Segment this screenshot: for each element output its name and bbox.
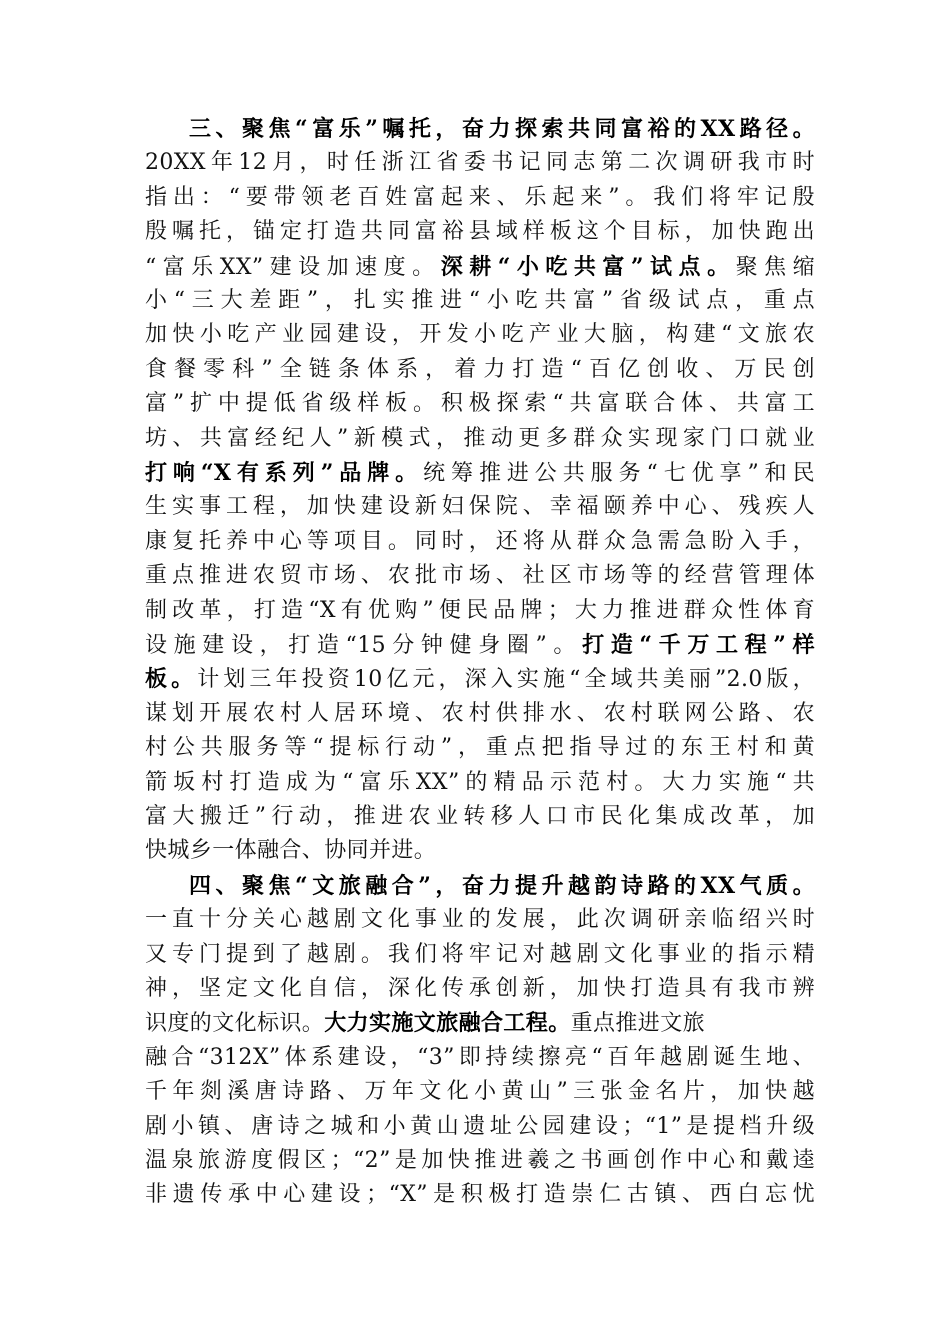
body-text: 剧小镇、唐诗之城和小黄山遗址公园建设；“1”是提档升级 — [145, 1113, 815, 1139]
paragraph-line — [145, 1075, 815, 1109]
paragraph-line — [145, 525, 815, 559]
section-heading-line — [189, 112, 815, 146]
body-text: 聚焦缩 — [735, 254, 815, 280]
body-text: 统筹推进公共服务“七优享”和民 — [423, 461, 815, 486]
paragraph-line — [145, 1144, 815, 1178]
bold-text: 打造“千万工程”样 — [582, 632, 815, 658]
paragraph-line — [145, 215, 815, 249]
paragraph-line — [145, 353, 815, 387]
paragraph-line — [145, 387, 815, 421]
body-text: 箭坂村打造成为“富乐XX”的精品示范村。大力实施“共 — [145, 769, 815, 795]
section-heading-line — [189, 869, 815, 903]
body-text: 计划三年投资10亿元，深入实施“全域共美丽”2.0版， — [197, 667, 815, 693]
body-text: 村公共服务等“提标行动”，重点把指导过的东王村和黄 — [145, 735, 815, 761]
paragraph-line — [145, 903, 815, 937]
paragraph-line — [145, 1041, 815, 1075]
body-text: 富大搬迁”行动，推进农业转移人口市民化集成改革，加 — [145, 804, 815, 829]
body-text: 识度的文化标识。 — [145, 1011, 325, 1037]
paragraph-line — [145, 456, 815, 490]
body-text: 融合“312X”体系建设，“3”即持续擦亮“百年越剧诞生地、 — [145, 1044, 815, 1070]
body-text: 非遗传承中心建设；“X”是积极打造崇仁古镇、西白忘忧 — [145, 1182, 815, 1208]
paragraph-line — [145, 181, 815, 215]
paragraph-line — [145, 697, 815, 731]
paragraph-line — [145, 559, 815, 593]
body-text: 一直十分关心越剧文化事业的发展，此次调研亲临绍兴时 — [145, 907, 815, 933]
paragraph-line — [145, 972, 815, 1006]
paragraph-line — [145, 938, 815, 972]
body-text: 重点推进文旅 — [570, 1011, 706, 1037]
body-text: 重点推进农贸市场、农批市场、社区市场等的经营管理体 — [145, 563, 815, 589]
paragraph-line — [145, 594, 815, 628]
body-text: 加快小吃产业园建设，开发小吃产业大脑，构建“文旅农 — [145, 322, 815, 348]
paragraph-line — [145, 834, 815, 868]
body-text: 康复托养中心等项目。同时，还将从群众急需急盼入手， — [145, 528, 815, 554]
body-text: 千年剡溪唐诗路、万年文化小黄山”三张金名片，加快越 — [145, 1079, 815, 1105]
body-text: 谋划开展农村人居环境、农村供排水、农村联网公路、农 — [145, 700, 815, 726]
body-text: 20XX年12月，时任浙江省委书记同志第二次调研我市时 — [145, 150, 815, 176]
body-text: 富”扩中提低省级样板。积极探索“共富联合体、共富工 — [145, 391, 815, 417]
paragraph-line — [145, 250, 815, 284]
body-text: 小“三大差距”，扎实推进“小吃共富”省级试点，重点 — [145, 288, 815, 313]
body-text: 神，坚定文化自信，深化传承创新，加快打造具有我市辨 — [145, 976, 815, 1001]
body-text: 快城乡一体融合、协同并进。 — [145, 838, 437, 864]
body-text: 坊、共富经纪人”新模式，推动更多群众实现家门口就业 — [145, 425, 815, 451]
body-text: 又专门提到了越剧。我们将牢记对越剧文化事业的指示精 — [145, 941, 815, 967]
bold-text: 深耕“小吃共富”试点。 — [440, 253, 736, 280]
body-text: 设施建设，打造“15分钟健身圈”。 — [145, 633, 583, 658]
paragraph-line — [145, 146, 815, 180]
body-text: 制改革，打造“X有优购”便民品牌；大力推进群众性体育 — [145, 597, 815, 623]
bold-text: 板。 — [145, 666, 198, 693]
paragraph-line — [145, 1178, 815, 1212]
body-text: “富乐XX”建设加速度。 — [145, 254, 441, 280]
paragraph-line — [145, 422, 815, 456]
body-text: 生实事工程，加快建设新妇保院、幸福颐养中心、残疾人 — [145, 494, 815, 520]
paragraph-line — [145, 284, 815, 318]
bold-text: 三、聚焦“富乐”嘱托，奋力探索共同富裕的XX路径。 — [189, 116, 815, 142]
paragraph-line — [145, 662, 815, 696]
paragraph-line — [145, 1110, 815, 1144]
body-text: 指出：“要带领老百姓富起来、乐起来”。我们将牢记殷 — [145, 184, 815, 210]
body-text: 殷嘱托，锚定打造共同富裕县域样板这个目标，加快跑出 — [145, 219, 815, 245]
body-text: 温泉旅游度假区；“2”是加快推进羲之书画创作中心和戴逵 — [145, 1148, 815, 1173]
paragraph-line — [145, 766, 815, 800]
bold-text: 打响“X有系列”品牌。 — [145, 460, 424, 486]
body-text: 食餐零科”全链条体系，着力打造“百亿创收、万民创 — [145, 356, 815, 382]
paragraph-line — [145, 628, 815, 662]
paragraph-line — [145, 490, 815, 524]
paragraph-line — [145, 1006, 815, 1040]
paragraph-line — [145, 318, 815, 352]
bold-text: 大力实施文旅融合工程。 — [324, 1010, 571, 1037]
paragraph-line — [145, 731, 815, 765]
bold-text: 四、聚焦“文旅融合”，奋力提升越韵诗路的XX气质。 — [189, 872, 815, 899]
paragraph-line — [145, 800, 815, 834]
